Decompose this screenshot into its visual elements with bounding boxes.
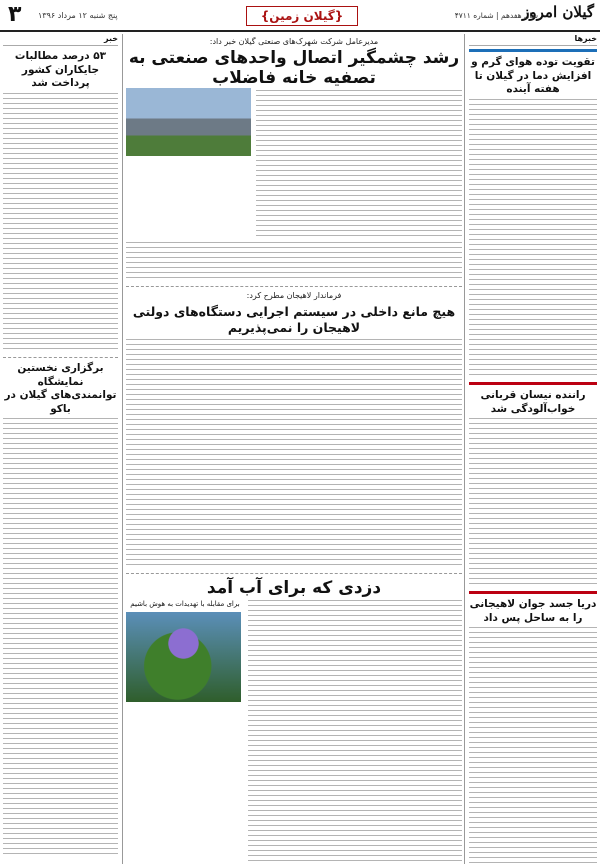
kicker: فرماندار لاهیجان مطرح کرد: [246,291,342,300]
divider [469,49,597,52]
article-headline: ۵۳ درصد مطالبات جایکاران کشور پرداخت شد [14,50,107,90]
divider [469,591,597,594]
divider [3,357,118,358]
divider [126,573,462,574]
article-headline: تقویت توده هوای گرم و افزایش دما در گیلان تا هفته آینده [471,56,595,96]
article-headline: دریا جسد جوان لاهیجانی را به ساحل پس داد [469,598,597,624]
issue-date: پنج شنبه ۱۲ مرداد ۱۳۹۶ [38,11,118,20]
industrial-photo [126,88,251,156]
article-headline: دزدی که برای آب آمد [206,577,382,598]
logo: گیلان امروز [522,3,594,21]
section-title: {گیلان زمین} [246,6,358,26]
main-column [126,34,462,864]
left-section-label: خبر [3,34,118,46]
issue-info: سال هفدهم | شماره ۴۷۱۱ [454,11,538,20]
article-headline: هیچ مانع داخلی در سیستم اجرایی دستگاه‌های دولتی لاهیجان را نمی‌پذیریم [132,304,456,336]
divider [469,382,597,385]
main-headline: رشد چشمگیر اتصال واحدهای صنعتی به تصفیه خانه فاضلاب [128,48,460,88]
article-text [3,93,118,353]
article-text [256,90,462,240]
article-text [469,418,597,588]
article-text [248,600,462,865]
masthead [0,0,600,32]
article-text [126,242,462,282]
right-column [464,34,597,864]
divider [126,286,462,287]
article-headline: راننده نیسان قربانی خواب‌آلودگی شد [480,388,586,415]
article-text [126,339,462,569]
right-section-label: خبرها [469,34,597,46]
photo-caption: برای مقابله با تهدیدات به هوش باشیم [130,599,240,608]
article-text [469,99,597,379]
page-number: ۳ [8,2,22,27]
article-block [126,600,462,865]
kicker: مدیرعامل شرکت شهرک‌های صنعتی گیلان خبر داد: [209,37,379,46]
left-column [3,34,123,864]
flower-photo [126,612,241,702]
article-headline: برگزاری نخستین نمایشگاه توانمندی‌های گیلان در باکو [4,361,117,415]
article-text [3,418,118,858]
article-text [469,627,597,864]
